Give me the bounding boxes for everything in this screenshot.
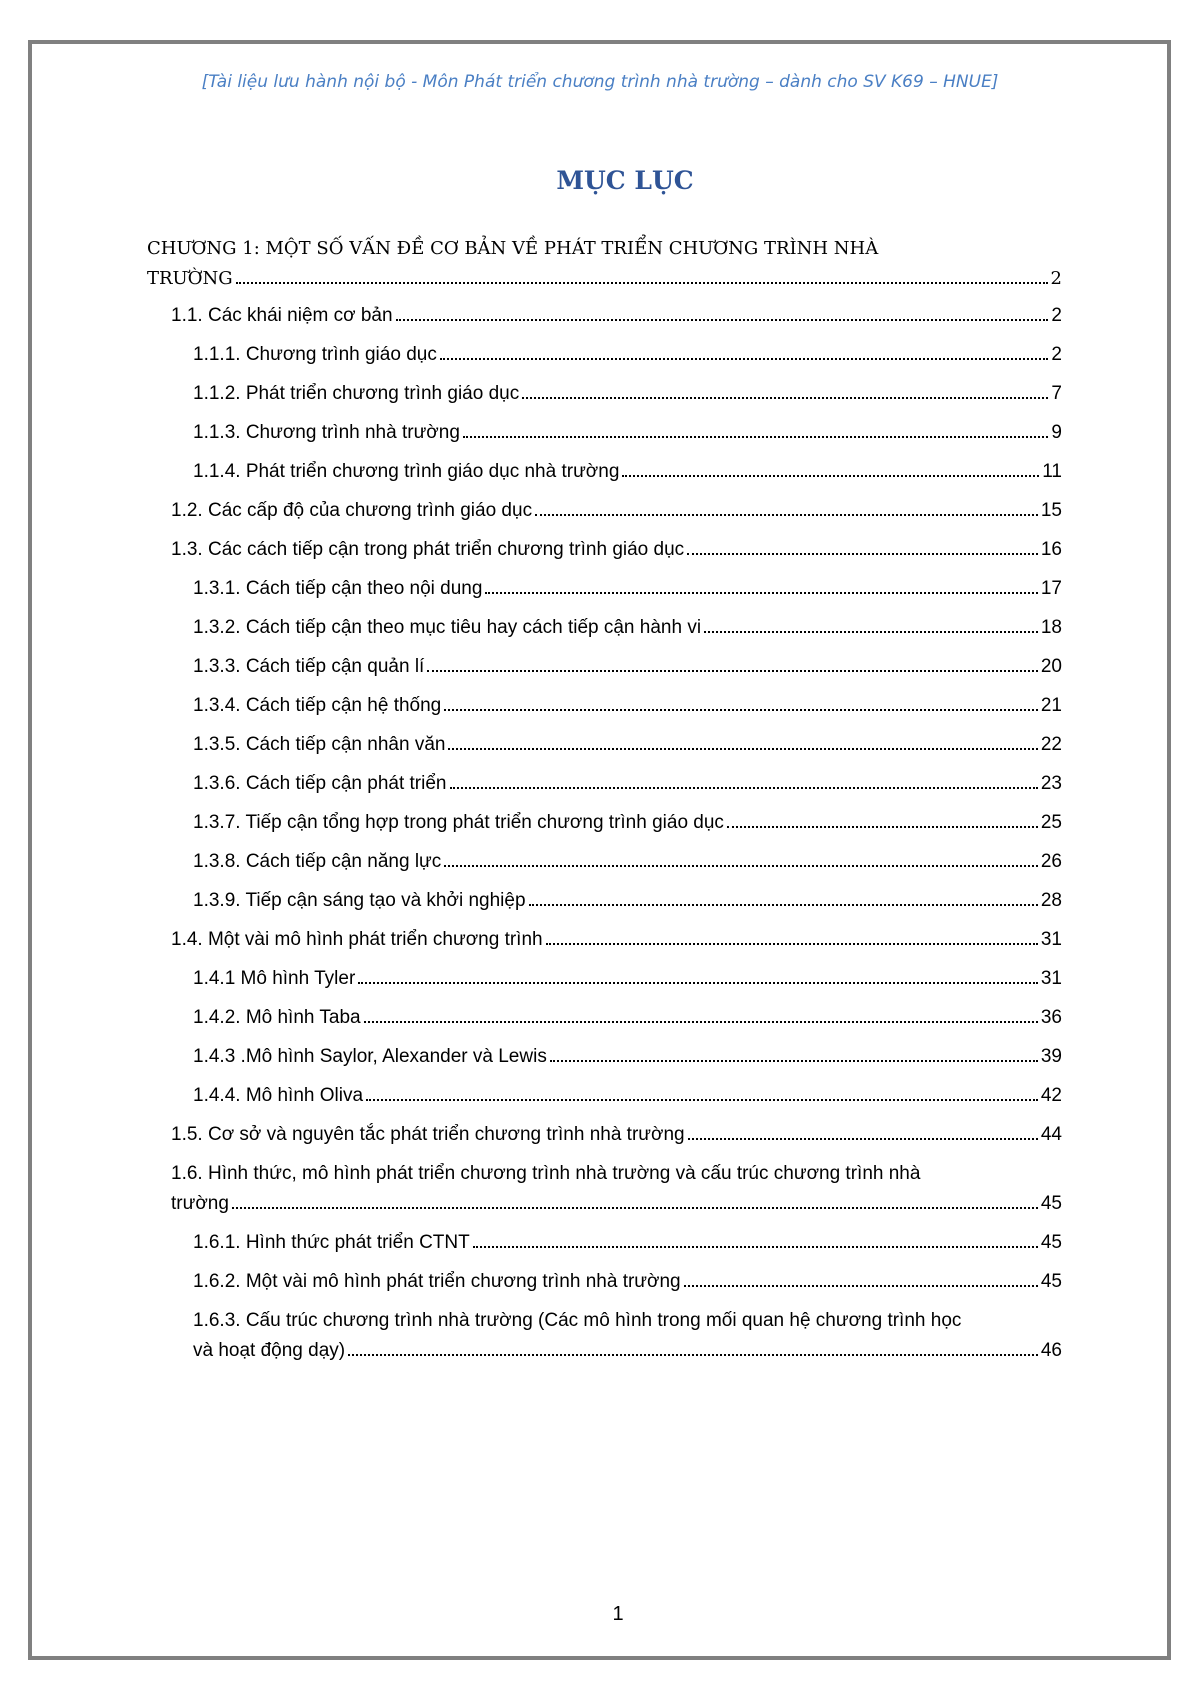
toc-entry-1-4-4[interactable] bbox=[147, 1081, 1062, 1111]
toc-entry-text: 1.3.3. Cách tiếp cận quản lí bbox=[193, 656, 425, 677]
toc-entry-text: 1.3.6. Cách tiếp cận phát triển bbox=[193, 773, 447, 794]
toc-entry-text: 1.3.2. Cách tiếp cận theo mục tiêu hay cách tiếp cận hành vi bbox=[193, 617, 702, 638]
dot-leader bbox=[529, 904, 1038, 906]
dot-leader bbox=[485, 592, 1037, 594]
toc-page-number: 31 bbox=[1040, 929, 1062, 950]
toc-entry-text: CHƯƠNG 1: MỘT SỐ VẤN ĐỀ CƠ BẢN VỀ PHÁT TRIỂN CHƯƠNG TRÌNH NHÀ bbox=[147, 238, 879, 259]
dot-leader bbox=[364, 1021, 1038, 1023]
dot-leader bbox=[448, 748, 1037, 750]
toc-entry-1-3-8[interactable] bbox=[147, 847, 1062, 877]
toc-entry-1-3-5[interactable] bbox=[147, 730, 1062, 760]
dot-leader bbox=[684, 1285, 1038, 1287]
toc-page-number: 39 bbox=[1040, 1046, 1062, 1067]
toc-page-number: 9 bbox=[1051, 422, 1062, 443]
toc-page-number: 16 bbox=[1040, 539, 1062, 560]
toc-entry-text: 1.1.2. Phát triển chương trình giáo dục bbox=[193, 383, 520, 404]
dot-leader bbox=[427, 670, 1038, 672]
toc-entry-text: 1.6.2. Một vài mô hình phát triển chương trình nhà trường bbox=[193, 1271, 681, 1292]
toc-page-number: 45 bbox=[1040, 1193, 1062, 1214]
toc-page-number: 31 bbox=[1040, 968, 1062, 989]
toc-page-number: 2 bbox=[1051, 305, 1062, 326]
toc-entry-1-3-4[interactable] bbox=[147, 691, 1062, 721]
toc-entry-text: trường bbox=[171, 1193, 229, 1214]
toc-title: MỤC LỤC bbox=[556, 166, 694, 195]
toc-entry-text: 1.5. Cơ sở và nguyên tắc phát triển chương trình nhà trường bbox=[171, 1124, 685, 1145]
toc-page-number: 36 bbox=[1040, 1007, 1062, 1028]
toc-page-number: 46 bbox=[1040, 1340, 1062, 1361]
dot-leader bbox=[463, 436, 1049, 438]
toc-entry-text: 1.4. Một vài mô hình phát triển chương trình bbox=[171, 929, 543, 950]
toc-entry-1-4-3[interactable] bbox=[147, 1042, 1062, 1072]
dot-leader bbox=[358, 982, 1038, 984]
toc-entry-text: 1.4.1 Mô hình Tyler bbox=[193, 968, 356, 989]
dot-leader bbox=[535, 514, 1038, 516]
toc-entry-text: TRƯỜNG bbox=[147, 268, 233, 289]
toc-entry-text: 1.3.8. Cách tiếp cận năng lực bbox=[193, 851, 442, 872]
toc-entry-text: 1.4.3 .Mô hình Saylor, Alexander và Lewis bbox=[193, 1046, 547, 1067]
toc-entry-text: 1.6.3. Cấu trúc chương trình nhà trường (Các mô hình trong mối quan hệ chương trình học bbox=[193, 1310, 962, 1331]
toc-page-number: 42 bbox=[1040, 1085, 1062, 1106]
toc-entry-text: 1.1. Các khái niệm cơ bản bbox=[171, 305, 393, 326]
dot-leader bbox=[622, 475, 1039, 477]
toc-page-number: 17 bbox=[1040, 578, 1062, 599]
toc-entry-1-3-3[interactable] bbox=[147, 652, 1062, 682]
toc-entry-1-1-4[interactable] bbox=[147, 457, 1062, 487]
toc-entry-1-6-3[interactable] bbox=[147, 1306, 1062, 1366]
toc-entry-1-1-3[interactable] bbox=[147, 418, 1062, 448]
header-note: [Tài liệu lưu hành nội bộ - Môn Phát triển chương trình nhà trường – dành cho SV K69 – HNUE] bbox=[201, 72, 999, 92]
toc-entry-chapter-1[interactable] bbox=[147, 234, 1062, 294]
toc-page-number: 25 bbox=[1040, 812, 1062, 833]
toc-page-number: 45 bbox=[1040, 1271, 1062, 1292]
toc-entry-text: 1.3. Các cách tiếp cận trong phát triển chương trình giáo dục bbox=[171, 539, 685, 560]
dot-leader bbox=[522, 397, 1048, 399]
toc-entry-1-3[interactable] bbox=[147, 535, 1062, 565]
toc-page-number: 20 bbox=[1040, 656, 1062, 677]
toc-page-number: 7 bbox=[1051, 383, 1062, 404]
toc-entry-1-3-1[interactable] bbox=[147, 574, 1062, 604]
toc-entry-1-6-1[interactable] bbox=[147, 1228, 1062, 1258]
dot-leader bbox=[688, 1138, 1038, 1140]
toc-page-number: 26 bbox=[1040, 851, 1062, 872]
toc-entry-text: 1.1.1. Chương trình giáo dục bbox=[193, 344, 437, 365]
toc-page-number: 28 bbox=[1040, 890, 1062, 911]
toc-entry-text: 1.3.5. Cách tiếp cận nhân văn bbox=[193, 734, 446, 755]
dot-leader bbox=[366, 1099, 1038, 1101]
dot-leader bbox=[440, 358, 1049, 360]
page-number: 1 bbox=[612, 1603, 624, 1625]
toc-page-number: 45 bbox=[1040, 1232, 1062, 1253]
dot-leader bbox=[473, 1246, 1038, 1248]
toc-page-number: 22 bbox=[1040, 734, 1062, 755]
toc-entry-text: 1.3.9. Tiếp cận sáng tạo và khởi nghiệp bbox=[193, 890, 526, 911]
dot-leader bbox=[550, 1060, 1038, 1062]
dot-leader bbox=[236, 282, 1048, 284]
toc-page-number: 18 bbox=[1040, 617, 1062, 638]
dot-leader bbox=[727, 826, 1038, 828]
toc-entry-1-4-2[interactable] bbox=[147, 1003, 1062, 1033]
toc-entry-text: 1.1.4. Phát triển chương trình giáo dục nhà trường bbox=[193, 461, 620, 482]
toc-entry-text: 1.4.2. Mô hình Taba bbox=[193, 1007, 361, 1028]
toc-entry-text: 1.1.3. Chương trình nhà trường bbox=[193, 422, 460, 443]
toc-entry-text: 1.3.1. Cách tiếp cận theo nội dung bbox=[193, 578, 483, 599]
toc-entry-text: 1.4.4. Mô hình Oliva bbox=[193, 1085, 364, 1106]
toc-page-number: 11 bbox=[1042, 461, 1062, 482]
toc-entry-1-6[interactable] bbox=[147, 1159, 1062, 1219]
toc-entry-1-6-2[interactable] bbox=[147, 1267, 1062, 1297]
toc-entry-text: 1.3.4. Cách tiếp cận hệ thống bbox=[193, 695, 442, 716]
toc-page-number: 2 bbox=[1051, 344, 1062, 365]
toc-page-number: 15 bbox=[1040, 500, 1062, 521]
dot-leader bbox=[704, 631, 1038, 633]
toc-entry-1-2[interactable] bbox=[147, 496, 1062, 526]
dot-leader bbox=[396, 319, 1049, 321]
toc-entry-1-3-6[interactable] bbox=[147, 769, 1062, 799]
dot-leader bbox=[444, 709, 1038, 711]
toc-entry-1-3-9[interactable] bbox=[147, 886, 1062, 916]
table-of-contents bbox=[147, 234, 1062, 1375]
toc-entry-text: 1.2. Các cấp độ của chương trình giáo dục bbox=[171, 500, 533, 521]
toc-entry-1-4-1[interactable] bbox=[147, 964, 1062, 994]
toc-entry-1-5[interactable] bbox=[147, 1120, 1062, 1150]
dot-leader bbox=[687, 553, 1038, 555]
toc-entry-1-3-2[interactable] bbox=[147, 613, 1062, 643]
toc-entry-1-1-1[interactable] bbox=[147, 340, 1062, 370]
toc-page-number: 44 bbox=[1040, 1124, 1062, 1145]
toc-entry-text: 1.3.7. Tiếp cận tổng hợp trong phát triển chương trình giáo dục bbox=[193, 812, 724, 833]
toc-entry-1-3-7[interactable] bbox=[147, 808, 1062, 838]
toc-entry-1-1[interactable] bbox=[147, 301, 1062, 331]
toc-entry-text: 1.6.1. Hình thức phát triển CTNT bbox=[193, 1232, 470, 1253]
toc-entry-text: 1.6. Hình thức, mô hình phát triển chương trình nhà trường và cấu trúc chương trình nhà bbox=[171, 1163, 921, 1184]
toc-entry-1-1-2[interactable] bbox=[147, 379, 1062, 409]
toc-entry-1-4[interactable] bbox=[147, 925, 1062, 955]
dot-leader bbox=[232, 1207, 1038, 1209]
dot-leader bbox=[444, 865, 1038, 867]
dot-leader bbox=[450, 787, 1038, 789]
toc-page-number: 23 bbox=[1040, 773, 1062, 794]
dot-leader bbox=[546, 943, 1038, 945]
toc-entry-text: và hoạt động dạy) bbox=[193, 1340, 346, 1361]
dot-leader bbox=[348, 1354, 1038, 1356]
toc-page-number: 21 bbox=[1040, 695, 1062, 716]
toc-page-number: 2 bbox=[1050, 268, 1062, 289]
